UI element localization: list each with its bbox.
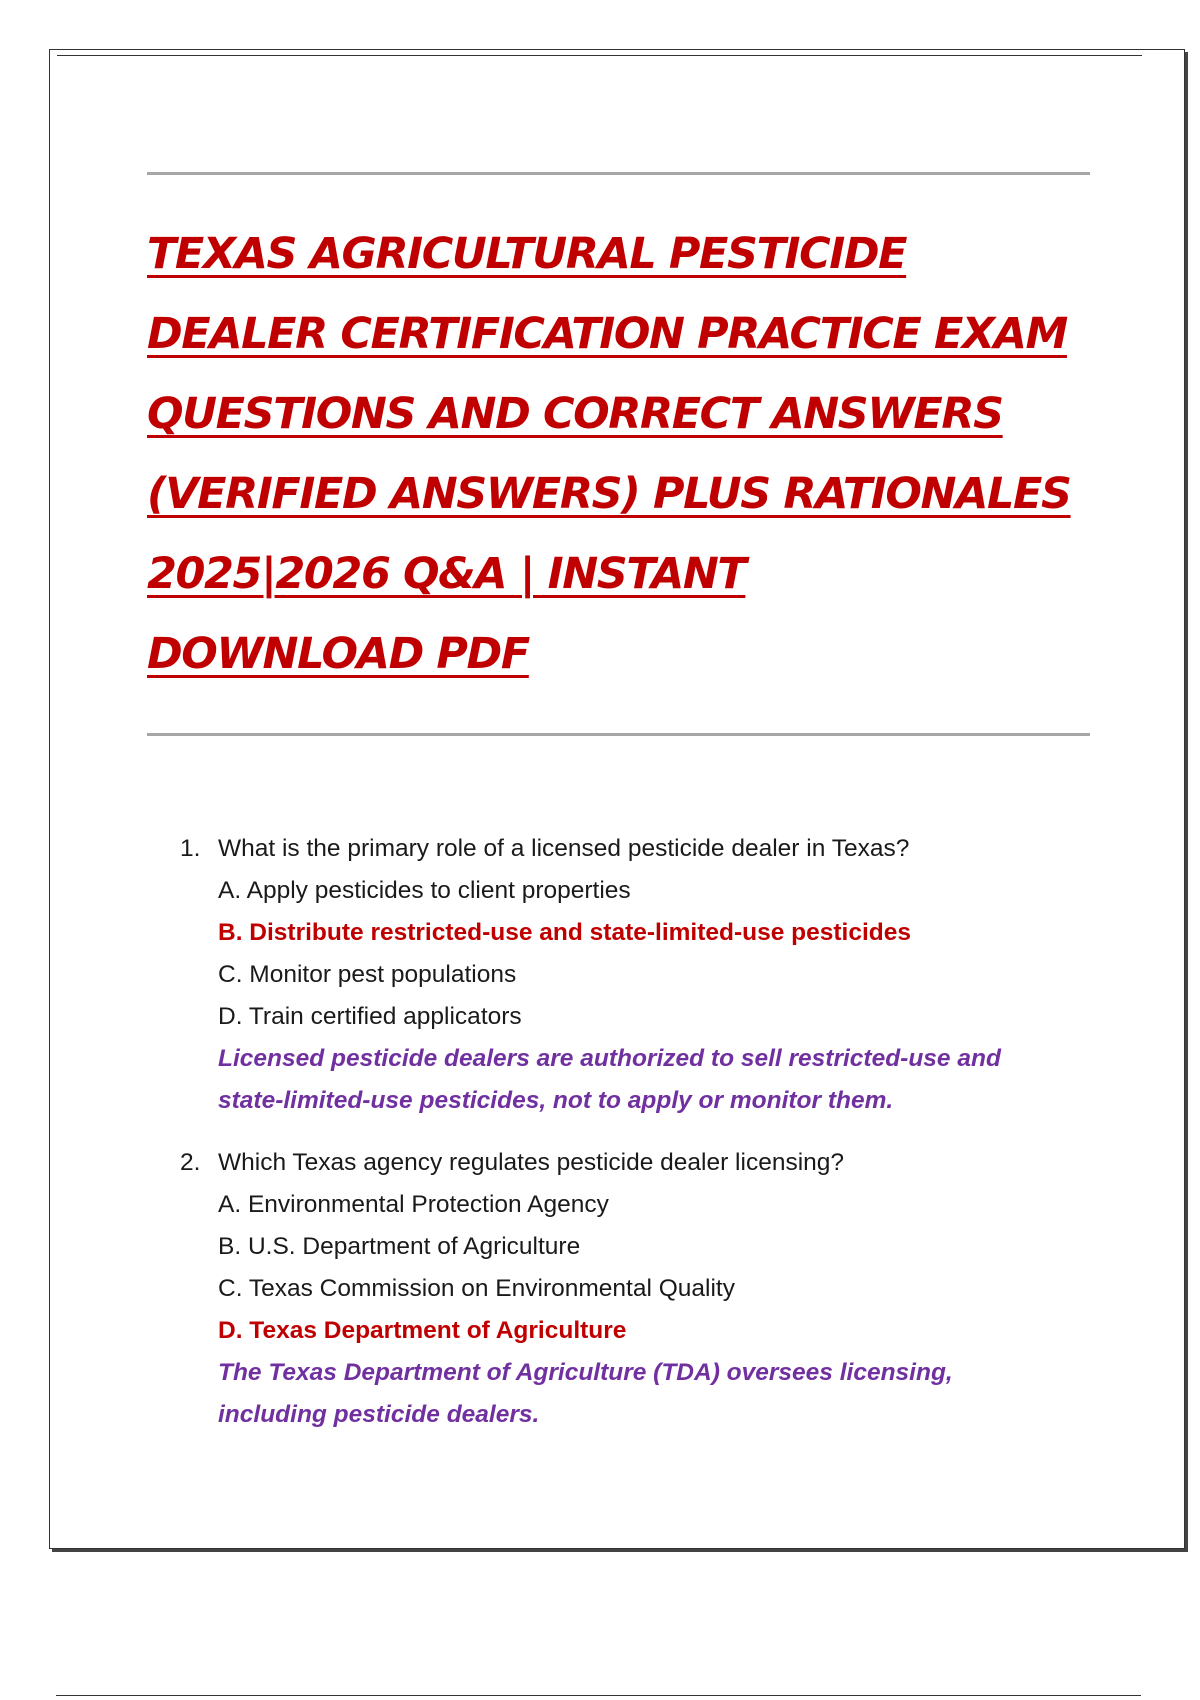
correct-answer-option: D. Texas Department of Agriculture bbox=[218, 1317, 627, 1344]
rationale-line: state-limited-use pesticides, not to apply or monitor them. bbox=[218, 1087, 894, 1114]
title-line: QUESTIONS AND CORRECT ANSWERS bbox=[147, 389, 1003, 439]
rationale-line: including pesticide dealers. bbox=[218, 1401, 540, 1428]
correct-answer-option: B. Distribute restricted-use and state-limited-use pesticides bbox=[218, 919, 911, 946]
question-text: Which Texas agency regulates pesticide dealer licensing? bbox=[218, 1149, 845, 1176]
question-item bbox=[180, 828, 1120, 1122]
question-text: What is the primary role of a licensed pesticide dealer in Texas? bbox=[218, 835, 910, 862]
question-stem bbox=[180, 828, 1120, 870]
document-page bbox=[49, 49, 1185, 1549]
top-border-rule bbox=[57, 55, 1142, 56]
title-line: 2025|2026 Q&A | INSTANT bbox=[147, 549, 746, 599]
question-item bbox=[180, 1142, 1120, 1436]
rationale-line: Licensed pesticide dealers are authorized to sell restricted-use and bbox=[218, 1045, 1001, 1072]
answer-option: D. Train certified applicators bbox=[218, 1003, 522, 1030]
question-number: 2. bbox=[180, 1149, 201, 1176]
title-line: (VERIFIED ANSWERS) PLUS RATIONALES bbox=[147, 469, 1071, 519]
answer-option: C. Monitor pest populations bbox=[218, 961, 517, 988]
title-line: DOWNLOAD PDF bbox=[147, 629, 529, 679]
title-line: TEXAS AGRICULTURAL PESTICIDE bbox=[147, 229, 907, 279]
answer-option: C. Texas Commission on Environmental Quality bbox=[218, 1275, 735, 1302]
answer-option: A. Apply pesticides to client properties bbox=[218, 877, 631, 904]
title-top-divider bbox=[147, 172, 1090, 175]
title-line: DEALER CERTIFICATION PRACTICE EXAM bbox=[147, 309, 1067, 359]
answer-option: B. U.S. Department of Agriculture bbox=[218, 1233, 581, 1260]
next-page-border-rule bbox=[56, 1695, 1141, 1696]
question-list bbox=[180, 828, 1120, 1456]
document-title bbox=[147, 214, 1107, 694]
rationale-line: The Texas Department of Agriculture (TDA) oversees licensing, bbox=[218, 1359, 953, 1386]
title-bottom-divider bbox=[147, 733, 1090, 736]
answer-option: A. Environmental Protection Agency bbox=[218, 1191, 609, 1218]
question-stem bbox=[180, 1142, 1120, 1184]
question-number: 1. bbox=[180, 835, 201, 862]
